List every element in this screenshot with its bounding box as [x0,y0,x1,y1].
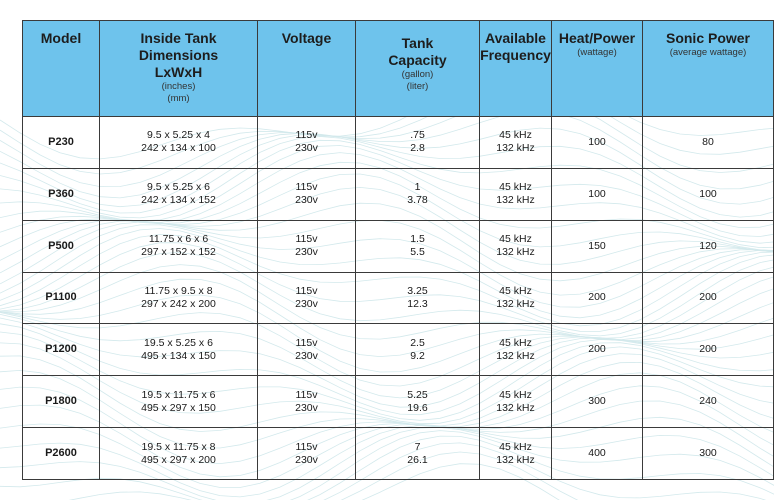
capacity-cell: 1 3.78 [356,168,480,220]
table-row [23,428,774,480]
frequency-cell: 45 kHz 132 kHz [480,168,552,220]
sonic-power-cell: 240 [643,376,774,428]
dimensions-cell: 11.75 x 6 x 6 297 x 152 x 152 [100,220,258,272]
model-cell: P500 [23,220,100,272]
frequency-cell: 45 kHz 132 kHz [480,117,552,169]
header-model: Model [23,21,100,117]
frequency-cell: 45 kHz 132 kHz [480,428,552,480]
header-sonic-power: Sonic Power (average wattage) [643,21,774,117]
dimensions-cell: 19.5 x 11.75 x 6 495 x 297 x 150 [100,376,258,428]
dimensions-cell: 11.75 x 9.5 x 8 297 x 242 x 200 [100,272,258,324]
heat-power-cell: 400 [552,428,643,480]
frequency-cell: 45 kHz 132 kHz [480,272,552,324]
dimensions-cell: 9.5 x 5.25 x 4 242 x 134 x 100 [100,117,258,169]
sonic-power-cell: 300 [643,428,774,480]
header-capacity: Tank Capacity (gallon) (liter) [356,21,480,117]
sonic-power-cell: 100 [643,168,774,220]
heat-power-cell: 150 [552,220,643,272]
capacity-cell: 1.5 5.5 [356,220,480,272]
specifications-table [22,20,774,480]
voltage-cell: 115v 230v [258,220,356,272]
dimensions-cell: 19.5 x 11.75 x 8 495 x 297 x 200 [100,428,258,480]
table-row [23,272,774,324]
sonic-power-cell: 80 [643,117,774,169]
dimensions-cell: 9.5 x 5.25 x 6 242 x 134 x 152 [100,168,258,220]
sonic-power-cell: 120 [643,220,774,272]
header-voltage: Voltage [258,21,356,117]
voltage-cell: 115v 230v [258,272,356,324]
capacity-cell: 3.25 12.3 [356,272,480,324]
sonic-power-cell: 200 [643,272,774,324]
model-cell: P360 [23,168,100,220]
table-header-row [23,21,774,117]
model-cell: P1800 [23,376,100,428]
heat-power-cell: 100 [552,117,643,169]
voltage-cell: 115v 230v [258,168,356,220]
model-cell: P1200 [23,324,100,376]
sonic-power-cell: 200 [643,324,774,376]
model-cell: P230 [23,117,100,169]
header-heat-power: Heat/Power (wattage) [552,21,643,117]
capacity-cell: .75 2.8 [356,117,480,169]
voltage-cell: 115v 230v [258,376,356,428]
dimensions-cell: 19.5 x 5.25 x 6 495 x 134 x 150 [100,324,258,376]
heat-power-cell: 200 [552,272,643,324]
frequency-cell: 45 kHz 132 kHz [480,376,552,428]
table-row [23,324,774,376]
voltage-cell: 115v 230v [258,117,356,169]
capacity-cell: 5.25 19.6 [356,376,480,428]
capacity-cell: 2.5 9.2 [356,324,480,376]
heat-power-cell: 300 [552,376,643,428]
heat-power-cell: 200 [552,324,643,376]
heat-power-cell: 100 [552,168,643,220]
header-frequency: Available Frequency [480,21,552,117]
frequency-cell: 45 kHz 132 kHz [480,324,552,376]
voltage-cell: 115v 230v [258,428,356,480]
model-cell: P2600 [23,428,100,480]
table-row [23,117,774,169]
capacity-cell: 7 26.1 [356,428,480,480]
table-row [23,376,774,428]
header-dimensions: Inside Tank Dimensions LxWxH (inches) (mm) [100,21,258,117]
table-row [23,220,774,272]
model-cell: P1100 [23,272,100,324]
frequency-cell: 45 kHz 132 kHz [480,220,552,272]
voltage-cell: 115v 230v [258,324,356,376]
table-row [23,168,774,220]
